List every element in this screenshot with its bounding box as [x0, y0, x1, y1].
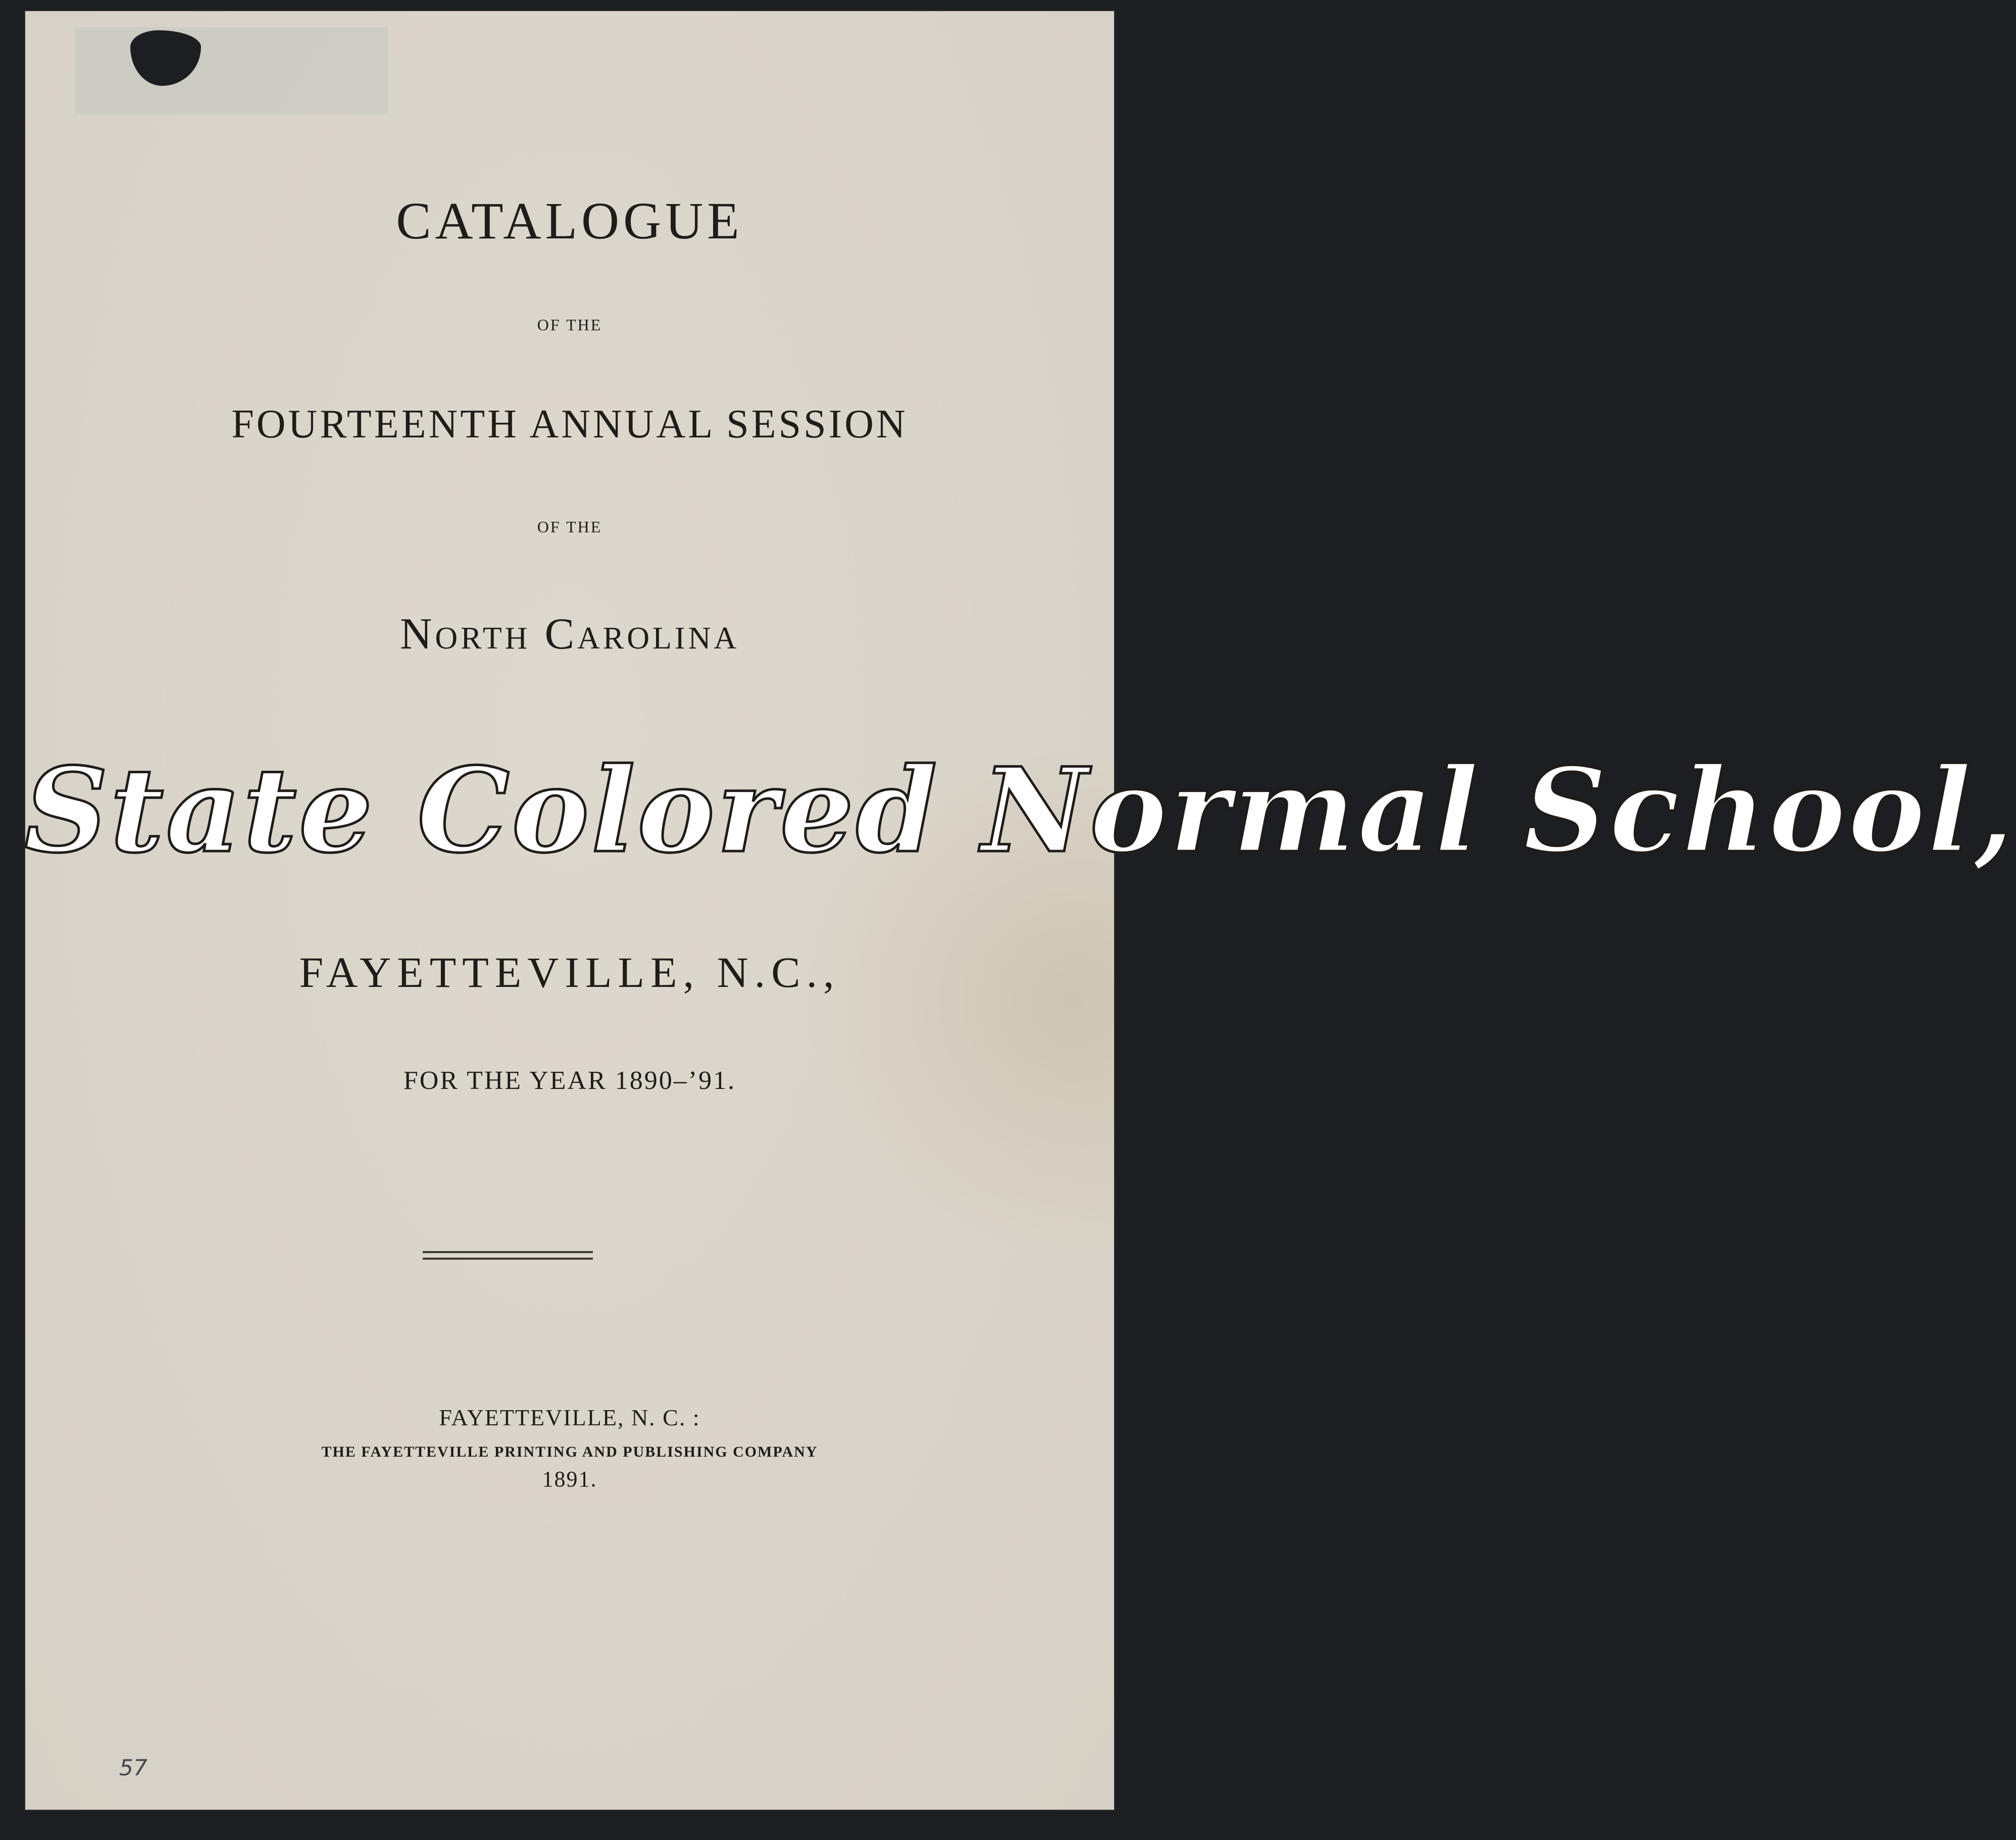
school-name: State Colored Normal School, — [24, 742, 2016, 879]
catalogue-title: CATALOGUE — [396, 192, 743, 250]
imprint-publisher: THE FAYETTEVILLE PRINTING AND PUBLISHING COMPANY — [321, 1444, 818, 1460]
academic-year: FOR THE YEAR 1890–’91. — [403, 1066, 736, 1095]
school-location: FAYETTEVILLE, N.C., — [299, 948, 840, 997]
state-name: North Carolina — [399, 610, 740, 659]
session-title: FOURTEENTH ANNUAL SESSION — [231, 402, 908, 446]
imprint-year: 1891. — [542, 1467, 597, 1491]
catalogue-page — [24, 10, 2016, 1811]
divider-rule-bottom — [423, 1258, 593, 1260]
imprint-city: FAYETTEVILLE, N. C. : — [439, 1405, 700, 1430]
of-the-line-2: OF THE — [537, 518, 602, 536]
archive-number: 57 — [119, 1755, 147, 1781]
of-the-line-1: OF THE — [537, 316, 602, 334]
divider-rule-top — [423, 1251, 593, 1253]
archival-tab — [75, 27, 388, 114]
